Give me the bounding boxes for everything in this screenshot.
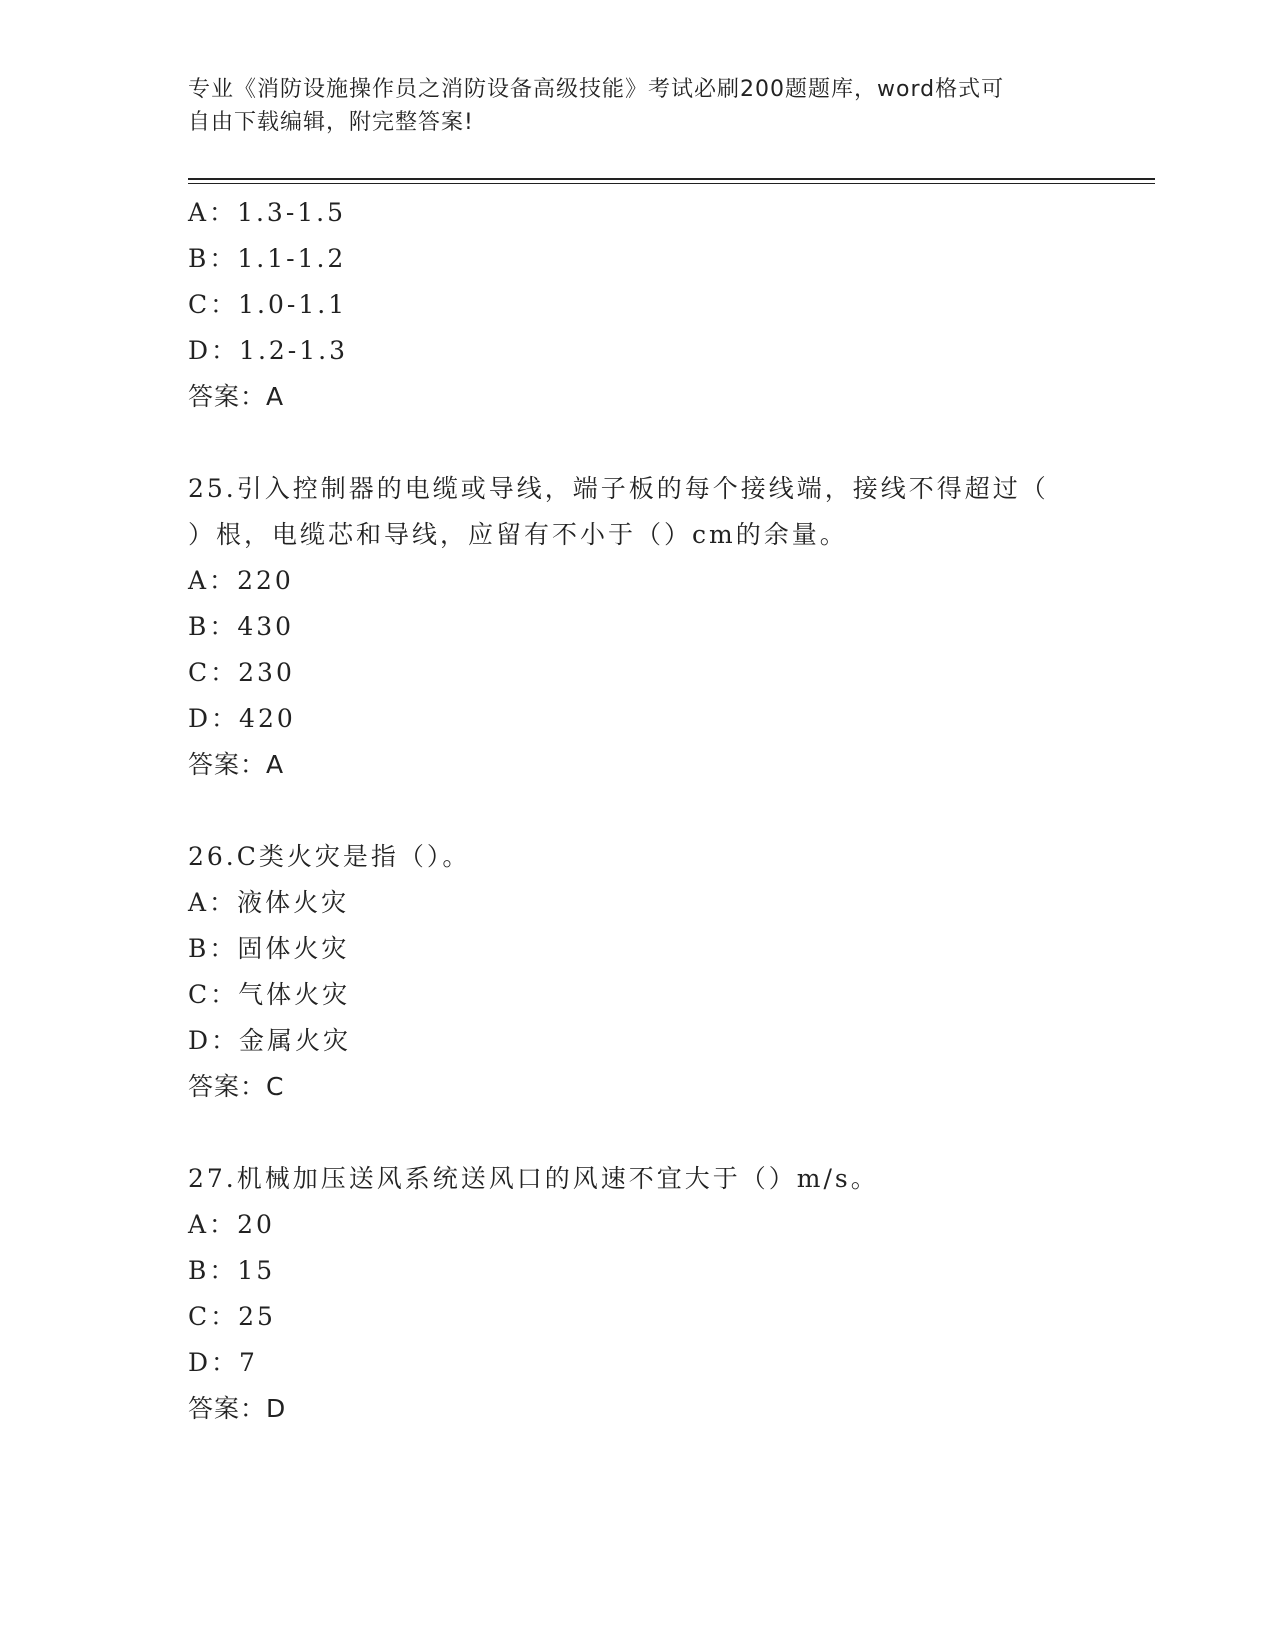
question-27 (188, 1156, 1148, 1432)
option-d: D：420 (188, 704, 296, 733)
option-c: C：230 (188, 658, 295, 687)
option-b: B：430 (188, 612, 295, 641)
option-c: C：气体火灾 (188, 980, 351, 1009)
option-a: A：220 (188, 566, 294, 595)
option-c: C：25 (188, 1302, 276, 1331)
option-a: A：液体火灾 (188, 888, 350, 917)
option-a: A：20 (188, 1210, 275, 1239)
spacer (188, 1110, 1148, 1156)
option-a: A：1.3-1.5 (188, 198, 347, 227)
question-26 (188, 834, 1148, 1110)
answer: 答案：A (188, 382, 285, 411)
option-d: D：金属火灾 (188, 1026, 352, 1055)
spacer (188, 420, 1148, 466)
question-list (188, 190, 1148, 1432)
question-stem: 26.C类火灾是指（）。 (188, 842, 471, 871)
header-line-2: 自由下载编辑，附完整答案! (188, 110, 474, 135)
question-continued (188, 190, 1148, 420)
header-divider-thin (188, 183, 1155, 184)
question-25 (188, 466, 1148, 788)
spacer (188, 788, 1148, 834)
answer: 答案：D (188, 1394, 287, 1423)
document-header (188, 73, 1088, 139)
question-stem: 27.机械加压送风系统送风口的风速不宜大于（）m/s。 (188, 1164, 879, 1193)
option-b: B：15 (188, 1256, 276, 1285)
option-b: B：固体火灾 (188, 934, 350, 963)
option-c: C：1.0-1.1 (188, 290, 348, 319)
answer: 答案：A (188, 750, 285, 779)
header-line-1: 专业《消防设施操作员之消防设备高级技能》考试必刷200题题库，word格式可 (188, 77, 1005, 102)
answer: 答案：C (188, 1072, 285, 1101)
option-b: B：1.1-1.2 (188, 244, 347, 273)
question-stem-continued: ）根，电缆芯和导线，应留有不小于（）cm的余量。 (188, 520, 848, 549)
header-divider-thick (188, 178, 1155, 180)
option-d: D：7 (188, 1348, 258, 1377)
question-stem: 25.引入控制器的电缆或导线，端子板的每个接线端，接线不得超过（ (188, 474, 1049, 503)
option-d: D：1.2-1.3 (188, 336, 349, 365)
